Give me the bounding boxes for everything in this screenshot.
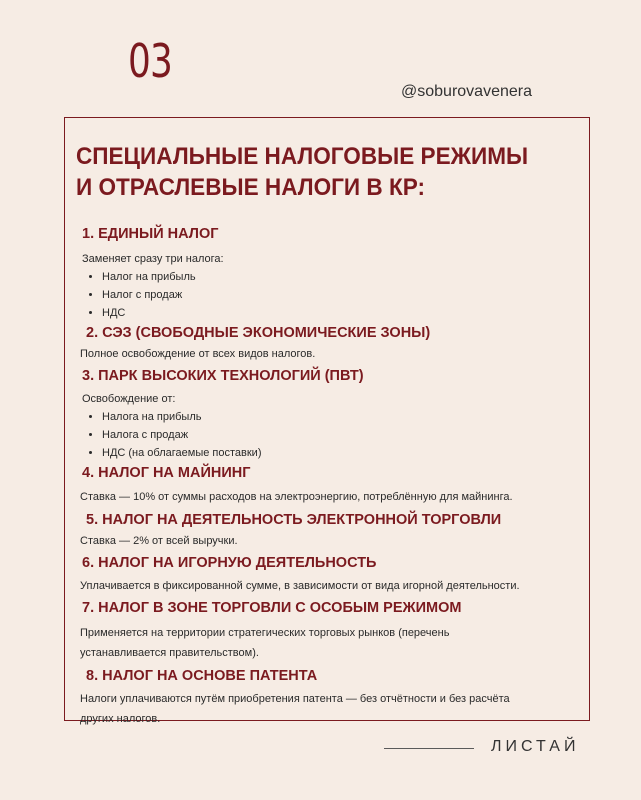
section-text: Освобождение от: <box>82 393 176 405</box>
text-line: устанавливается правительством). <box>80 647 259 659</box>
list-item: • НДС (на облагаемые поставки) <box>102 444 582 462</box>
section-heading: 1. ЕДИНЫЙ НАЛОГ <box>82 226 219 242</box>
section-single-tax <box>82 224 582 322</box>
section-ecommerce <box>82 510 582 550</box>
swipe-label[interactable]: ЛИСТАЙ <box>491 738 580 755</box>
section-text: Полное освобождение от всех видов налогов. <box>80 348 316 360</box>
bullet-list <box>82 268 582 322</box>
section-heading: 5. НАЛОГ НА ДЕЯТЕЛЬНОСТЬ ЭЛЕКТРОННОЙ ТОРГОВЛИ <box>86 512 502 528</box>
section-text: Уплачивается в фиксированной сумме, в зависимости от вида игорной деятельности. <box>80 580 520 592</box>
section-hitech-park <box>82 366 582 462</box>
list-item: • Налог с продаж <box>102 286 582 304</box>
title-line-2: И ОТРАСЛЕВЫЕ НАЛОГИ В КР: <box>76 174 426 201</box>
text-line: Налоги уплачиваются путём приобретения патента — без отчётности и без расчёта <box>80 693 510 705</box>
page-title <box>76 141 555 203</box>
title-line-1: СПЕЦИАЛЬНЫЕ НАЛОГОВЫЕ РЕЖИМЫ <box>76 143 529 170</box>
text-line: Применяется на территории стратегических торговых рынков (перечень <box>80 627 450 639</box>
list-item: • Налога на прибыль <box>102 408 582 426</box>
footer-divider <box>384 748 474 749</box>
section-text: Ставка — 2% от всей выручки. <box>80 535 238 547</box>
list-item: • НДС <box>102 304 582 322</box>
section-mining <box>82 463 582 506</box>
section-special-trade-zone <box>82 598 582 663</box>
section-text: Ставка — 10% от суммы расходов на электроэнергию, потреблённую для майнинга. <box>80 491 513 503</box>
section-heading: 2. СЭЗ (СВОБОДНЫЕ ЭКОНОМИЧЕСКИЕ ЗОНЫ) <box>86 325 431 341</box>
bullet-list <box>82 408 582 462</box>
section-heading: 4. НАЛОГ НА МАЙНИНГ <box>82 465 251 481</box>
section-heading: 3. ПАРК ВЫСОКИХ ТЕХНОЛОГИЙ (ПВТ) <box>82 368 364 384</box>
section-heading: 8. НАЛОГ НА ОСНОВЕ ПАТЕНТА <box>86 668 318 684</box>
author-handle[interactable]: @soburovavenera <box>401 83 532 100</box>
section-heading: 6. НАЛОГ НА ИГОРНУЮ ДЕЯТЕЛЬНОСТЬ <box>82 555 377 571</box>
sections-list <box>82 222 582 729</box>
section-sez <box>82 323 582 363</box>
list-item: • Налога с продаж <box>102 426 582 444</box>
section-heading: 7. НАЛОГ В ЗОНЕ ТОРГОВЛИ С ОСОБЫМ РЕЖИМОМ <box>82 600 462 616</box>
page-number: 03 <box>128 34 173 88</box>
section-text <box>80 689 582 729</box>
text-line: других налогов. <box>80 713 161 725</box>
section-text: Заменяет сразу три налога: <box>82 253 224 265</box>
section-patent <box>82 666 582 729</box>
section-text <box>80 623 582 663</box>
section-gambling <box>82 553 582 595</box>
list-item: • Налог на прибыль <box>102 268 582 286</box>
